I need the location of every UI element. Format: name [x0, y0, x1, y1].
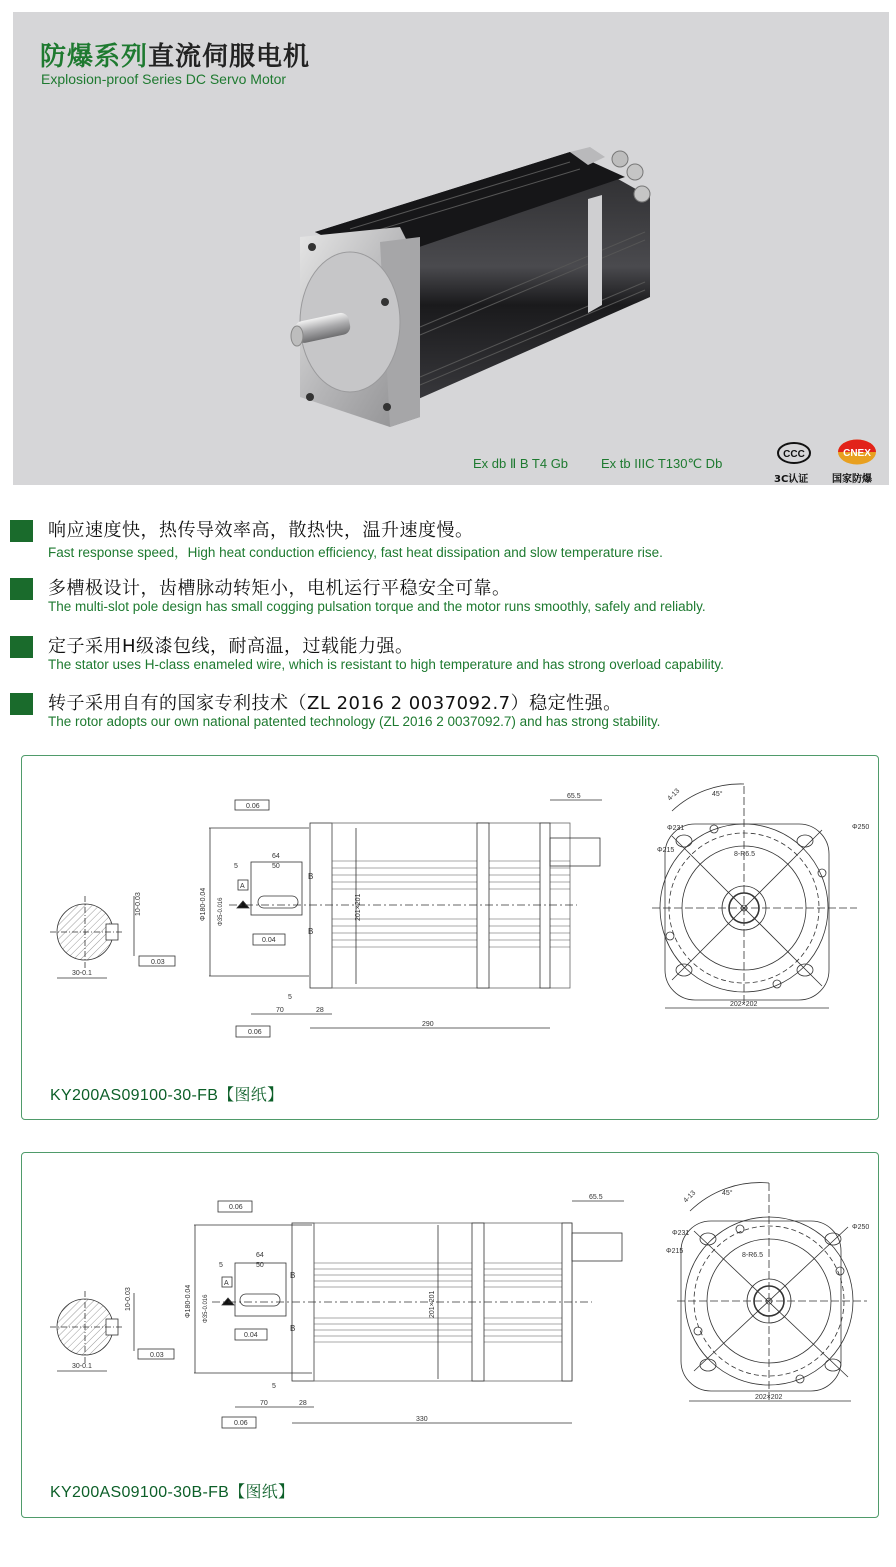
- page-subtitle: Explosion-proof Series DC Servo Motor: [41, 71, 287, 87]
- svg-text:Φ35-0.016: Φ35-0.016: [218, 897, 224, 926]
- svg-text:8-R6.5: 8-R6.5: [742, 1252, 764, 1259]
- model-drawing-link[interactable]: KY200AS09100-30-FB【图纸】: [50, 1087, 284, 1104]
- svg-text:45°: 45°: [712, 791, 723, 798]
- svg-text:0.06: 0.06: [248, 1029, 262, 1036]
- svg-text:30-0.1: 30-0.1: [72, 970, 92, 977]
- svg-text:A: A: [240, 883, 245, 890]
- feature-text-en: The rotor adopts our own national patented technology (ZL 2016 2 0037092.7) and has strong stability.: [48, 714, 661, 729]
- page-title: [40, 36, 310, 73]
- svg-text:10-0.03: 10-0.03: [125, 1287, 132, 1311]
- feature-item: [10, 513, 890, 563]
- svg-text:8-R6.5: 8-R6.5: [734, 851, 756, 858]
- svg-text:65.5: 65.5: [567, 793, 581, 800]
- svg-text:5: 5: [288, 994, 292, 1001]
- svg-text:0.03: 0.03: [150, 1352, 164, 1359]
- key-section-view: [50, 892, 175, 978]
- feature-text-en: The stator uses H-class enameled wire, which is resistant to high temperature and has strong overload capability.: [48, 657, 724, 672]
- ccc-certification-icon: [776, 442, 812, 464]
- svg-text:0.06: 0.06: [229, 1204, 243, 1211]
- svg-text:Φ231: Φ231: [667, 825, 685, 832]
- svg-text:50: 50: [256, 1262, 264, 1269]
- gas-explosion-marking: Ex db Ⅱ B T4 Gb: [473, 456, 569, 471]
- feature-item: [10, 686, 890, 736]
- svg-text:50: 50: [272, 863, 280, 870]
- svg-text:Φ250: Φ250: [852, 1224, 870, 1231]
- key-section-view: [50, 1287, 174, 1371]
- svg-text:0.06: 0.06: [234, 1420, 248, 1427]
- svg-text:10-0.03: 10-0.03: [135, 892, 142, 916]
- svg-text:CNEX: CNEX: [843, 448, 871, 459]
- svg-text:290: 290: [422, 1021, 434, 1028]
- svg-text:Φ231: Φ231: [672, 1230, 690, 1237]
- svg-text:0.04: 0.04: [262, 937, 276, 944]
- svg-text:4-13: 4-13: [682, 1189, 698, 1205]
- motor-product-image: [270, 137, 690, 437]
- svg-text:5: 5: [219, 1262, 223, 1269]
- svg-text:28: 28: [299, 1400, 307, 1407]
- svg-text:202×202: 202×202: [755, 1394, 783, 1401]
- bullet-square-icon: [10, 578, 33, 600]
- feature-text-cn: 多槽极设计，齿槽脉动转矩小，电机运行平稳安全可靠。: [48, 578, 511, 599]
- svg-text:B: B: [290, 1271, 296, 1280]
- dust-explosion-marking: Ex tb IIIC T130℃ Db: [601, 456, 723, 471]
- front-view: [652, 784, 869, 1008]
- svg-text:A: A: [224, 1280, 229, 1287]
- svg-text:Φ35-0.016: Φ35-0.016: [203, 1294, 209, 1323]
- svg-text:70: 70: [260, 1400, 268, 1407]
- feature-text-cn: 响应速度快，热传导效率高，散热快，温升速度慢。: [48, 520, 474, 541]
- title-product: 直流伺服电机: [148, 42, 311, 72]
- svg-text:65.5: 65.5: [589, 1194, 603, 1201]
- technical-drawing: [22, 1153, 880, 1519]
- bullet-square-icon: [10, 520, 33, 542]
- svg-text:201×201: 201×201: [355, 893, 362, 921]
- svg-text:330: 330: [416, 1416, 428, 1423]
- feature-text-en: Fast response speed，High heat conduction efficiency, fast heat dissipation and slow temperature rise.: [48, 545, 663, 560]
- svg-text:28: 28: [316, 1007, 324, 1014]
- svg-text:Φ250: Φ250: [852, 824, 870, 831]
- drawing-panel: [21, 755, 879, 1120]
- svg-text:B: B: [290, 1324, 296, 1333]
- svg-text:5: 5: [234, 863, 238, 870]
- svg-text:4-13: 4-13: [666, 787, 682, 803]
- title-series: 防爆系列: [40, 42, 149, 72]
- svg-text:30-0.1: 30-0.1: [72, 1363, 92, 1370]
- feature-item: [10, 629, 890, 679]
- bullet-square-icon: [10, 693, 33, 715]
- bullet-square-icon: [10, 636, 33, 658]
- svg-text:5: 5: [272, 1383, 276, 1390]
- svg-text:0.04: 0.04: [244, 1332, 258, 1339]
- svg-text:Φ215: Φ215: [657, 847, 675, 854]
- feature-text-en: The multi-slot pole design has small cogging pulsation torque and the motor runs smoothly, safely and reliably.: [48, 599, 706, 614]
- side-view: [200, 793, 602, 1037]
- svg-text:0.03: 0.03: [151, 959, 165, 966]
- svg-text:64: 64: [256, 1252, 264, 1259]
- svg-text:CCC: CCC: [783, 449, 805, 460]
- technical-drawing: [22, 756, 880, 1121]
- svg-text:202×202: 202×202: [730, 1001, 758, 1008]
- cnex-certification-icon: [837, 439, 877, 465]
- svg-text:64: 64: [272, 853, 280, 860]
- ccc-label: 3C认证: [774, 474, 809, 485]
- side-view: [185, 1194, 624, 1428]
- model-drawing-link[interactable]: KY200AS09100-30B-FB【图纸】: [50, 1484, 295, 1501]
- feature-text-cn: 定子采用H级漆包线，耐高温，过载能力强。: [48, 636, 414, 657]
- svg-text:70: 70: [276, 1007, 284, 1014]
- front-view: [666, 1183, 869, 1401]
- svg-text:Φ180-0.04: Φ180-0.04: [200, 887, 207, 921]
- svg-text:Φ215: Φ215: [666, 1248, 684, 1255]
- svg-text:B: B: [308, 872, 314, 881]
- svg-text:45°: 45°: [722, 1190, 733, 1197]
- feature-text-cn: 转子采用自有的国家专利技术（ZL 2016 2 0037092.7）稳定性强。: [48, 693, 622, 714]
- svg-text:201×201: 201×201: [429, 1290, 436, 1318]
- cnex-label: 国家防爆: [832, 474, 872, 485]
- svg-text:0.06: 0.06: [246, 803, 260, 810]
- svg-text:B: B: [308, 927, 314, 936]
- hero-banner: [13, 12, 889, 485]
- feature-item: [10, 571, 890, 621]
- svg-text:Φ180-0.04: Φ180-0.04: [185, 1284, 192, 1318]
- drawing-panel: [21, 1152, 879, 1518]
